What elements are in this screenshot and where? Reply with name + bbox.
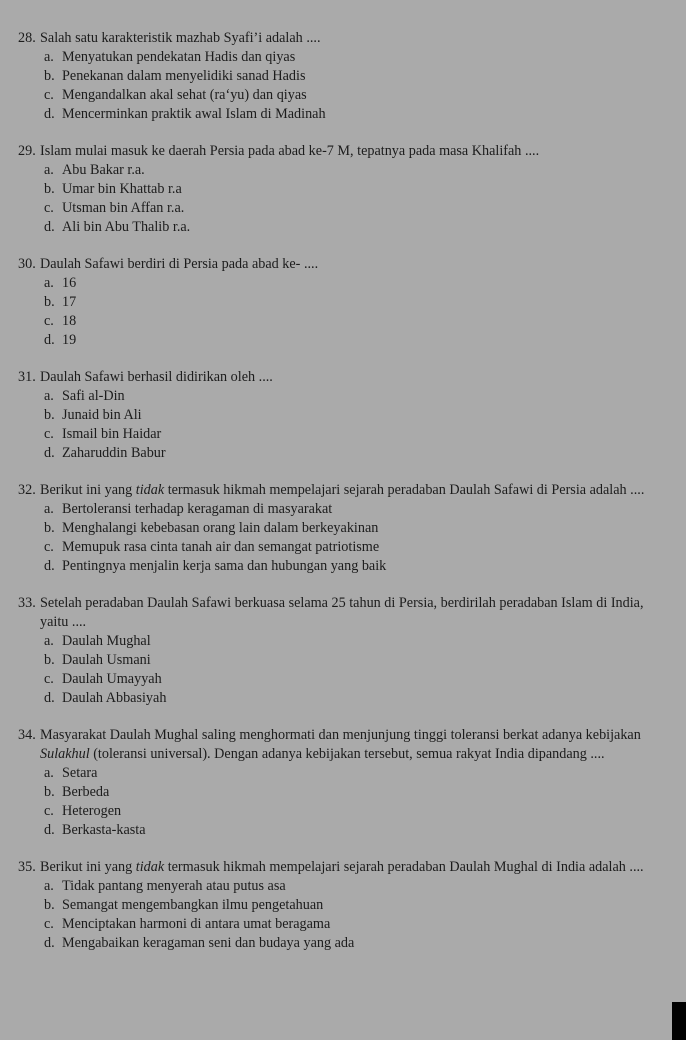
answer-option-list xyxy=(18,274,672,350)
answer-option-letter: c. xyxy=(44,87,54,103)
answer-option-list xyxy=(18,161,672,237)
page-corner-mark xyxy=(672,1002,686,1040)
answer-option-text: Menyatukan pendekatan Hadis dan qiyas xyxy=(62,49,296,65)
answer-option-letter: b. xyxy=(44,897,55,913)
question-block xyxy=(18,368,672,463)
answer-option-text: Mengabaikan keragaman seni dan budaya yang ada xyxy=(62,935,355,951)
answer-option[interactable] xyxy=(18,180,672,199)
answer-option[interactable] xyxy=(18,821,672,840)
answer-option[interactable] xyxy=(18,199,672,218)
answer-option-text: Junaid bin Ali xyxy=(62,407,142,423)
answer-option-letter: a. xyxy=(44,162,54,178)
question-block xyxy=(18,481,672,576)
answer-option-letter: b. xyxy=(44,68,55,84)
answer-option-text: Safi al-Din xyxy=(62,388,125,404)
answer-option-letter: c. xyxy=(44,426,54,442)
question-text: Salah satu karakteristik mazhab Syafi’i adalah .... xyxy=(40,30,321,46)
question-text xyxy=(40,858,672,877)
question-text: Setelah peradaban Daulah Safawi berkuasa selama 25 tahun di Persia, berdirilah peradaban Islam di India, yaitu .... xyxy=(40,595,644,630)
answer-option-text: Ismail bin Haidar xyxy=(62,426,162,442)
question-number: 31. xyxy=(18,369,36,385)
answer-option-list xyxy=(18,500,672,576)
answer-option-letter: a. xyxy=(44,633,54,649)
answer-option-text: 19 xyxy=(62,332,77,348)
answer-option-text: Daulah Mughal xyxy=(62,633,151,649)
answer-option[interactable] xyxy=(18,161,672,180)
question-text: Daulah Safawi berdiri di Persia pada abad ke- .... xyxy=(40,256,319,272)
answer-option-text: Zaharuddin Babur xyxy=(62,445,166,461)
answer-option[interactable] xyxy=(18,670,672,689)
question-stem xyxy=(18,255,672,274)
answer-option-letter: d. xyxy=(44,558,55,574)
answer-option-text: Bertoleransi terhadap keragaman di masyarakat xyxy=(62,501,333,517)
question-number: 28. xyxy=(18,30,36,46)
question-block xyxy=(18,29,672,124)
answer-option-text: Utsman bin Affan r.a. xyxy=(62,200,185,216)
answer-option-list xyxy=(18,632,672,708)
answer-option[interactable] xyxy=(18,538,672,557)
answer-option-letter: c. xyxy=(44,200,54,216)
answer-option[interactable] xyxy=(18,312,672,331)
answer-option[interactable] xyxy=(18,67,672,86)
answer-option-text: Setara xyxy=(62,765,98,781)
question-number: 30. xyxy=(18,256,36,272)
question-block xyxy=(18,726,672,840)
answer-option-letter: b. xyxy=(44,181,55,197)
answer-option[interactable] xyxy=(18,105,672,124)
answer-option-letter: d. xyxy=(44,106,55,122)
answer-option[interactable] xyxy=(18,915,672,934)
answer-option-text: Tidak pantang menyerah atau putus asa xyxy=(62,878,286,894)
question-stem xyxy=(18,594,672,632)
answer-option[interactable] xyxy=(18,651,672,670)
answer-option-text: 16 xyxy=(62,275,77,291)
answer-option-letter: c. xyxy=(44,916,54,932)
question-number: 35. xyxy=(18,859,36,875)
question-stem xyxy=(18,726,672,764)
answer-option-text: Heterogen xyxy=(62,803,122,819)
answer-option-text: Semangat mengembangkan ilmu pengetahuan xyxy=(62,897,324,913)
answer-option[interactable] xyxy=(18,86,672,105)
answer-option-text: Berkasta-kasta xyxy=(62,822,146,838)
question-text-part: Berikut ini yang xyxy=(40,482,136,498)
answer-option-letter: b. xyxy=(44,294,55,310)
question-block xyxy=(18,594,672,708)
question-text-emphasis: tidak xyxy=(135,482,165,498)
question-text-part: (toleransi universal). Dengan adanya kebijakan tersebut, semua rakyat India dipandang .... xyxy=(89,746,605,762)
answer-option[interactable] xyxy=(18,783,672,802)
answer-option-text: Berbeda xyxy=(62,784,110,800)
answer-option[interactable] xyxy=(18,802,672,821)
question-number: 32. xyxy=(18,482,36,498)
answer-option-text: Mengandalkan akal sehat (ra‘yu) dan qiyas xyxy=(62,87,307,103)
answer-option-letter: c. xyxy=(44,539,54,555)
answer-option[interactable] xyxy=(18,331,672,350)
question-stem xyxy=(18,142,672,161)
answer-option-text: Daulah Usmani xyxy=(62,652,151,668)
question-text-part: termasuk hikmah mempelajari sejarah peradaban Daulah Safawi di Persia adalah .... xyxy=(164,482,645,498)
answer-option-letter: b. xyxy=(44,652,55,668)
answer-option[interactable] xyxy=(18,218,672,237)
answer-option[interactable] xyxy=(18,519,672,538)
answer-option-list xyxy=(18,387,672,463)
question-text: Islam mulai masuk ke daerah Persia pada abad ke-7 M, tepatnya pada masa Khalifah .... xyxy=(40,143,540,159)
answer-option-letter: d. xyxy=(44,332,55,348)
answer-option-list xyxy=(18,764,672,840)
answer-option-letter: a. xyxy=(44,501,54,517)
answer-option-letter: c. xyxy=(44,803,54,819)
answer-option-text: Memupuk rasa cinta tanah air dan semangat patriotisme xyxy=(62,539,380,555)
question-block xyxy=(18,142,672,237)
answer-option-text: Daulah Abbasiyah xyxy=(62,690,167,706)
answer-option-letter: d. xyxy=(44,445,55,461)
question-text-part: termasuk hikmah mempelajari sejarah peradaban Daulah Mughal di India adalah .... xyxy=(164,859,644,875)
answer-option-letter: b. xyxy=(44,407,55,423)
question-number: 34. xyxy=(18,727,36,743)
answer-option-text: Abu Bakar r.a. xyxy=(62,162,145,178)
answer-option-letter: b. xyxy=(44,784,55,800)
answer-option-text: Mencerminkan praktik awal Islam di Madinah xyxy=(62,106,326,122)
answer-option-text: Penekanan dalam menyelidiki sanad Hadis xyxy=(62,68,306,84)
answer-option-letter: d. xyxy=(44,822,55,838)
answer-option-text: Ali bin Abu Thalib r.a. xyxy=(62,219,191,235)
question-stem xyxy=(18,368,672,387)
answer-option-letter: c. xyxy=(44,671,54,687)
answer-option-text: Daulah Umayyah xyxy=(62,671,162,687)
question-stem xyxy=(18,481,672,500)
answer-option-letter: c. xyxy=(44,313,54,329)
answer-option[interactable] xyxy=(18,632,672,651)
answer-option-list xyxy=(18,48,672,124)
answer-option-letter: a. xyxy=(44,878,54,894)
answer-option[interactable] xyxy=(18,764,672,783)
answer-option-letter: a. xyxy=(44,275,54,291)
answer-option-text: 18 xyxy=(62,313,77,329)
question-stem xyxy=(18,29,672,48)
answer-option-letter: a. xyxy=(44,49,54,65)
answer-option[interactable] xyxy=(18,934,672,953)
answer-option[interactable] xyxy=(18,293,672,312)
answer-option[interactable] xyxy=(18,444,672,463)
answer-option-text: Menghalangi kebebasan orang lain dalam berkeyakinan xyxy=(62,520,379,536)
answer-option[interactable] xyxy=(18,406,672,425)
answer-option-text: 17 xyxy=(62,294,77,310)
question-stem xyxy=(18,858,672,877)
answer-option-letter: b. xyxy=(44,520,55,536)
question-text: Daulah Safawi berhasil didirikan oleh .... xyxy=(40,369,273,385)
answer-option[interactable] xyxy=(18,689,672,708)
answer-option-letter: d. xyxy=(44,690,55,706)
question-list xyxy=(18,29,672,971)
answer-option[interactable] xyxy=(18,48,672,67)
answer-option-list xyxy=(18,877,672,953)
question-number: 29. xyxy=(18,143,36,159)
answer-option[interactable] xyxy=(18,425,672,444)
question-text-part: Masyarakat Daulah Mughal saling menghormati dan menjunjung tinggi toleransi berkat adanya kebijakan xyxy=(40,727,641,743)
answer-option[interactable] xyxy=(18,557,672,576)
answer-option[interactable] xyxy=(18,500,672,519)
answer-option[interactable] xyxy=(18,387,672,406)
answer-option-letter: a. xyxy=(44,388,54,404)
question-text-emphasis: tidak xyxy=(135,859,165,875)
answer-option-text: Umar bin Khattab r.a xyxy=(62,181,182,197)
question-text-part: Berikut ini yang xyxy=(40,859,136,875)
question-text xyxy=(40,726,672,764)
answer-option-letter: d. xyxy=(44,935,55,951)
answer-option[interactable] xyxy=(18,274,672,293)
answer-option[interactable] xyxy=(18,877,672,896)
answer-option-text: Menciptakan harmoni di antara umat beragama xyxy=(62,916,331,932)
answer-option[interactable] xyxy=(18,896,672,915)
question-number: 33. xyxy=(18,595,36,611)
answer-option-text: Pentingnya menjalin kerja sama dan hubungan yang baik xyxy=(62,558,387,574)
question-block xyxy=(18,858,672,953)
question-block xyxy=(18,255,672,350)
question-text-emphasis: Sulakhul xyxy=(40,746,90,762)
question-text xyxy=(40,481,672,500)
answer-option-letter: d. xyxy=(44,219,55,235)
answer-option-letter: a. xyxy=(44,765,54,781)
